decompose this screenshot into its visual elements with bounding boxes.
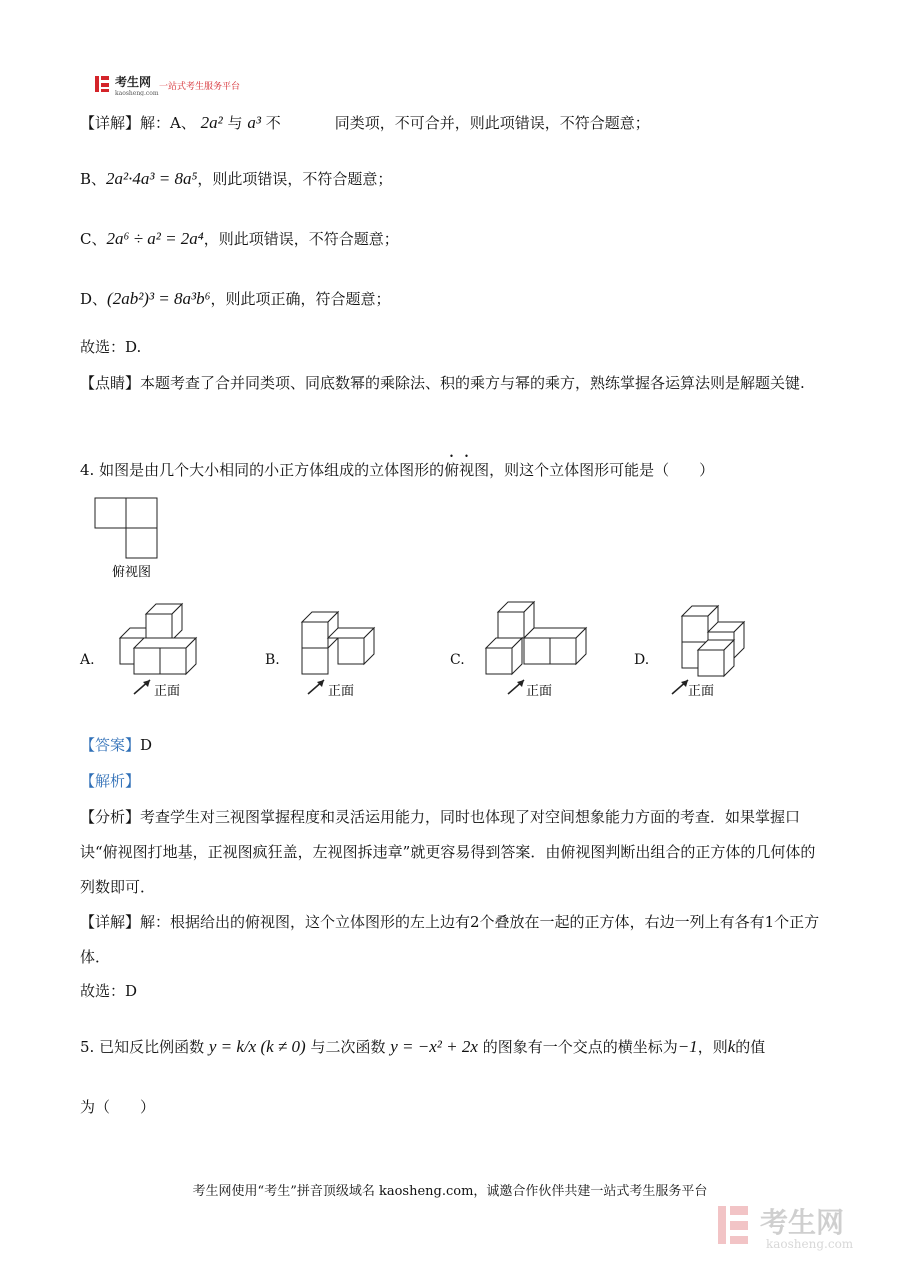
q4-stem-emph: 俯视 [444, 461, 475, 479]
option-c-label: C. [450, 652, 465, 668]
q4-detail-text: 解：根据给出的俯视图，这个立体图形的左上边有2个叠放在一起的正方体，右边一列上有各有1个正方体． [80, 913, 820, 966]
comment-tag: 【点睛】 [80, 374, 141, 392]
q5-func-1: y = k/x (k ≠ 0) [208, 1037, 306, 1056]
q5-stem-end: 为（ ） [80, 1098, 156, 1116]
q5-stem-1: 已知反比例函数 [99, 1038, 205, 1056]
q4-choice: 故选：D [80, 982, 138, 1000]
option-d-label: D. [634, 652, 650, 668]
logo-name: 考生网 [115, 75, 152, 89]
d-text: ，则此项正确，符合题意； [210, 290, 391, 308]
solution-d-line [80, 288, 391, 310]
watermark-logo [716, 1202, 886, 1252]
q3-choice: 故选：D. [80, 338, 142, 356]
option-a-figure [110, 598, 220, 703]
watermark-domain: kaosheng.com [766, 1237, 854, 1251]
solution-b-line [80, 168, 392, 190]
logo-slogan: 一站式考生服务平台 [159, 82, 241, 92]
c-expr: 2a⁶ ÷ a² = 2a⁴ [106, 229, 204, 248]
solution-a-line [80, 112, 650, 134]
header-logo [95, 74, 265, 96]
q5-k: k [727, 1037, 736, 1056]
answer-tag: 【答案】 [80, 736, 141, 754]
option-c-front: 正面 [526, 684, 553, 699]
top-view-caption: 俯视图 [112, 565, 152, 580]
b-expr: 2a²·4a³ = 8a⁵ [106, 169, 198, 188]
b-text: ，则此项错误，不符合题意； [197, 170, 393, 188]
top-view-figure [90, 494, 170, 584]
q5-func-2: y = −x² + 2x [390, 1037, 478, 1056]
option-d-figure [668, 598, 778, 703]
option-d-front: 正面 [688, 684, 715, 699]
analysis-tag-text: 【解析】 [80, 772, 141, 790]
footer-text: 考生网使用“考生”拼音顶级域名 kaosheng.com，诚邀合作伙伴共建一站式考生服务平台 [192, 1184, 708, 1199]
d-label: D、 [80, 290, 108, 308]
q4-detail-tag: 【详解】 [80, 913, 141, 931]
c-text: ，则此项错误，不符合题意； [203, 230, 399, 248]
q4-number: 4. [80, 461, 95, 479]
q5-stem [80, 1036, 765, 1058]
option-c-figure [478, 598, 598, 703]
analysis-text: 考查学生对三视图掌握程度和灵活运用能力，同时也体现了对空间想象能力方面的考查．如果掌握口诀“俯视图打地基，正视图疯狂盖，左视图拆违章”就更容易得到答案．由俯视图判断出组合的正方体的几何体的列数即可． [80, 808, 816, 896]
a-expr-2: a³ [247, 113, 261, 132]
a-join: 与 [227, 114, 243, 132]
q5-stem-3: 的图象有一个交点的横坐标为 [482, 1038, 678, 1056]
q5-stem-5: 的值 [735, 1038, 766, 1056]
answer-value: D [140, 736, 153, 754]
option-a-front: 正面 [154, 684, 181, 699]
d-expr: (2ab²)³ = 8a³b⁶ [107, 289, 211, 308]
q4-analysis-tag [80, 770, 140, 792]
q4-analysis [80, 800, 820, 905]
a-text-1: 不 [265, 114, 281, 132]
q4-stem-2: 图，则这个立体图形可能是（ ） [474, 461, 715, 479]
q4-stem-1: 如图是由几个大小相同的小正方体组成的立体图形的 [99, 461, 445, 479]
option-b-front: 正面 [328, 684, 355, 699]
q5-stem-4: ，则 [697, 1038, 728, 1056]
option-a-label: A. [80, 652, 95, 668]
q5-number: 5. [80, 1038, 95, 1056]
analysis-label: 【分析】 [80, 808, 141, 826]
option-b-label: B. [265, 652, 280, 668]
b-label: B、 [80, 170, 107, 188]
detail-tag: 【详解】 [80, 114, 141, 132]
q4-answer [80, 734, 152, 756]
detail-intro: 解：A、 [140, 114, 196, 132]
q5-stem-2: 与二次函数 [310, 1038, 386, 1056]
q4-stem [80, 452, 714, 481]
a-text-2: 同类项，不可合并，则此项错误，不符合题意； [334, 114, 650, 132]
option-b-figure [290, 598, 400, 703]
q3-comment [80, 366, 820, 401]
logo-domain: kaosheng.com [115, 90, 159, 96]
a-expr-1: 2a² [200, 113, 223, 132]
logo-icon [95, 74, 265, 96]
q4-detail [80, 905, 820, 975]
q5-value: −1 [677, 1037, 698, 1056]
solution-c-line [80, 228, 399, 250]
c-label: C、 [80, 230, 107, 248]
watermark-name: 考生网 [760, 1206, 845, 1239]
comment-text: 本题考查了合并同类项、同底数幂的乘除法、积的乘方与幂的乘方，熟练掌握各运算法则是解题关键. [140, 374, 805, 392]
